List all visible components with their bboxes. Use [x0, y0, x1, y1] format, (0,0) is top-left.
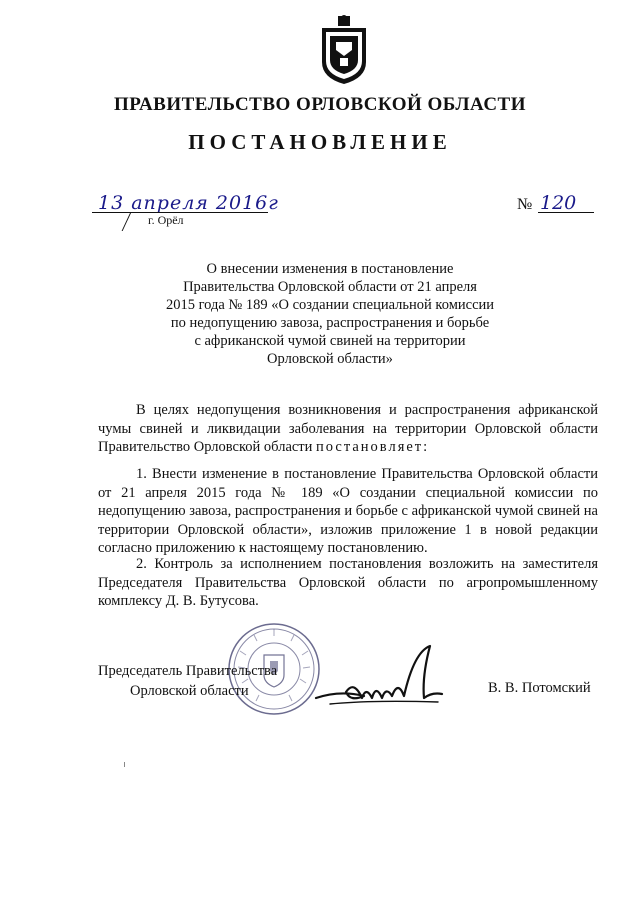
scan-artifact [124, 762, 125, 767]
number-handwritten: 120 [540, 192, 577, 214]
item-2-paragraph: 2. Контроль за исполнением постановления возложить на заместителя Председателя Правительства Орловской области по агропромышленному комплексу Д. В. Бутусова. [98, 556, 598, 609]
signatory-position [98, 661, 277, 701]
city-label: г. Орёл [148, 213, 184, 227]
preamble-text: В целях недопущения возникновения и распространения африканской чумы свиней и ликвидации заболевания на территории Орловской области Правительство Орловской области [98, 402, 598, 455]
subject-line: Правительства Орловской области от 21 апреля [183, 279, 477, 295]
preamble-verb: постановляет: [316, 439, 430, 455]
subject-line: с африканской чумой свиней на территории [194, 333, 466, 349]
position-line-1: Председатель Правительства [98, 663, 278, 679]
date-handwritten: 13 апреля 2016г [98, 192, 279, 214]
item-1-paragraph: 1. Внести изменение в постановление Правительства Орловской области от 21 апреля 2015 года № 189 «О создании специальной комиссии по недопущению завоза, распространения и борьбе с африканской чумой свиней на территории Орловской области», изложив приложение 1 в новой редакции согласно приложению к настоящему постановлению. [98, 466, 598, 556]
subject-line: О внесении изменения в постановление [206, 261, 454, 277]
document-subject [150, 260, 510, 368]
number-underline [538, 212, 594, 213]
handwritten-signature-icon [310, 640, 450, 720]
position-line-2: Орловской области [130, 683, 249, 699]
signatory-name: В. В. Потомский [488, 680, 591, 696]
preamble-paragraph [98, 401, 598, 457]
document-type-title: ПОСТАНОВЛЕНИЕ [188, 130, 452, 154]
date-slash [122, 213, 131, 231]
subject-line: по недопущению завоза, распространения и борьбе [170, 315, 490, 331]
number-label: № [517, 196, 533, 213]
subject-line: 2015 года № 189 «О создании специальной комиссии [165, 297, 495, 313]
orel-coat-of-arms-icon [318, 14, 370, 86]
government-title: ПРАВИТЕЛЬСТВО ОРЛОВСКОЙ ОБЛАСТИ [113, 94, 526, 115]
subject-line: Орловской области» [267, 351, 393, 367]
